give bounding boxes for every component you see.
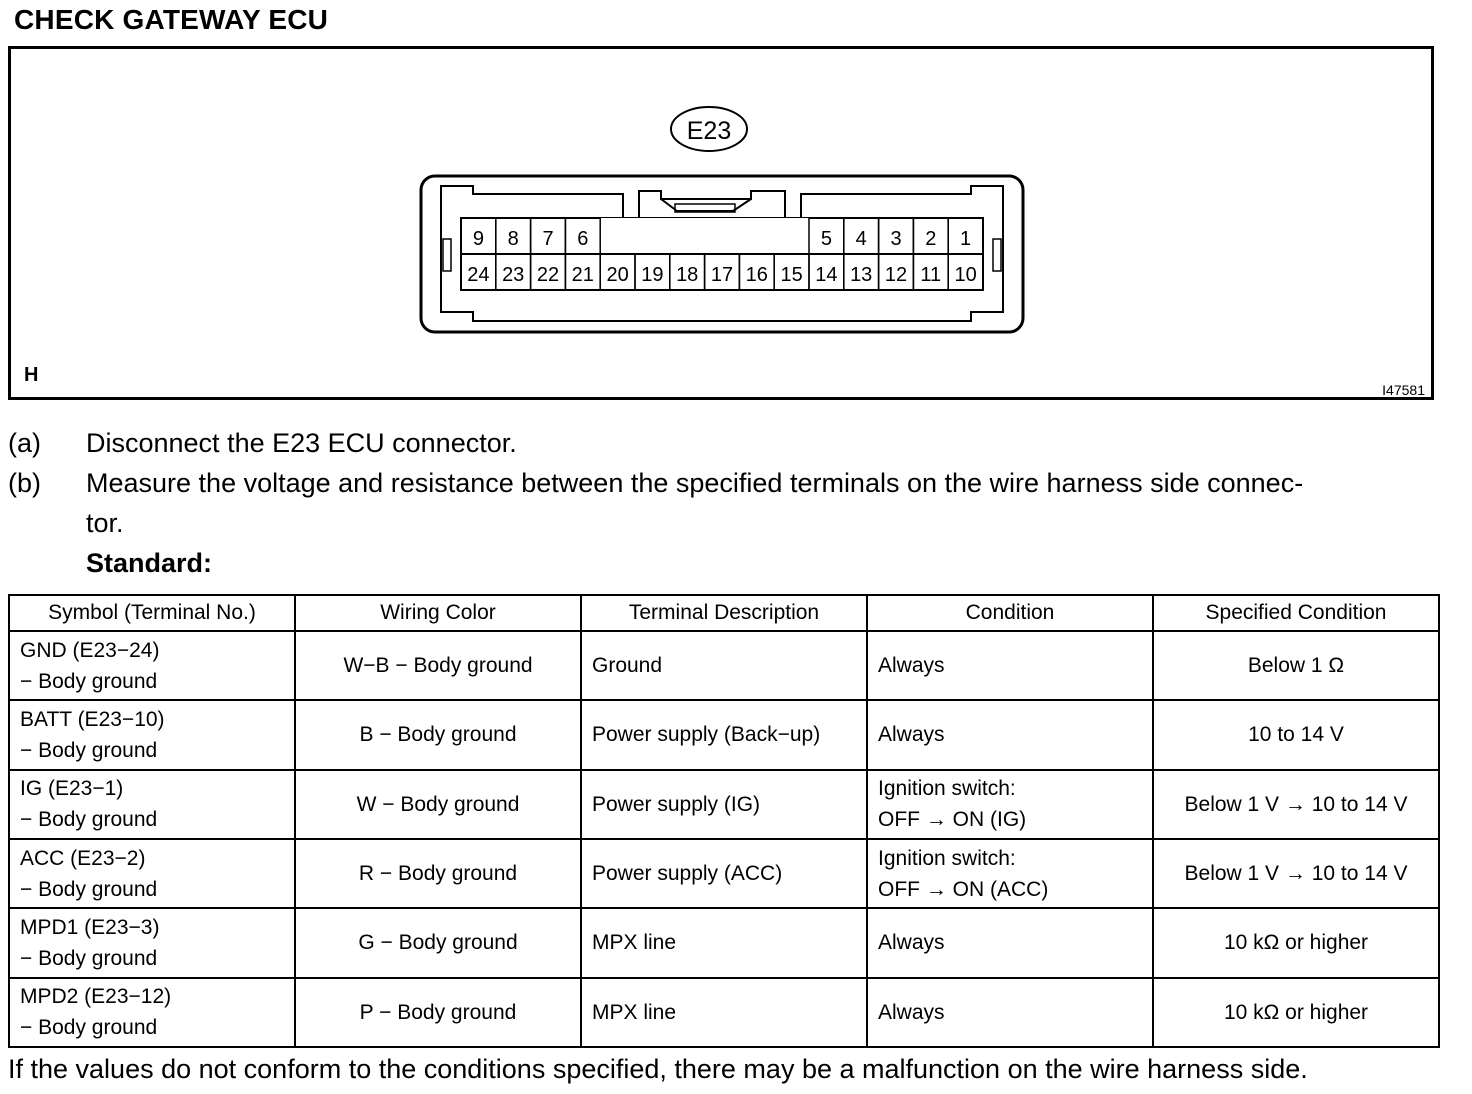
pin-label: 2 <box>925 228 937 250</box>
pin-label: 18 <box>676 264 699 286</box>
cell-wiring: G − Body ground <box>295 908 581 977</box>
header-symbol: Symbol (Terminal No.) <box>9 595 295 631</box>
cell-description: Power supply (ACC) <box>581 839 867 908</box>
step-a-letter: (a) <box>8 428 41 458</box>
pins-bottom-group <box>461 254 983 290</box>
pin-label: 4 <box>855 228 867 250</box>
pin-2 <box>913 218 948 254</box>
pin-7 <box>531 218 566 254</box>
cell-condition: Always <box>867 700 1153 769</box>
pin-9 <box>461 218 496 254</box>
pin-label: 16 <box>745 264 768 286</box>
cell-symbol: IG (E23−1) − Body ground <box>9 770 295 839</box>
page-title: CHECK GATEWAY ECU <box>14 4 329 35</box>
pin-21 <box>565 254 600 290</box>
cell-specified: 10 kΩ or higher <box>1153 908 1439 977</box>
cell-description: Power supply (IG) <box>581 770 867 839</box>
pin-19 <box>635 254 670 290</box>
pin-label: 19 <box>641 264 664 286</box>
cell-wiring: W−B − Body ground <box>295 631 581 700</box>
pin-label: 21 <box>571 264 594 286</box>
cell-symbol: MPD2 (E23−12) − Body ground <box>9 978 295 1047</box>
cell-description: MPX line <box>581 908 867 977</box>
pin-8 <box>496 218 531 254</box>
table-row <box>9 700 1439 769</box>
cell-specified: Below 1 Ω <box>1153 631 1439 700</box>
pin-label: 3 <box>890 228 902 250</box>
pin-20 <box>600 254 635 290</box>
cell-symbol: MPD1 (E23−3) − Body ground <box>9 908 295 977</box>
footer-note: If the values do not conform to the conditions specified, there may be a malfunction on the wire harness side. <box>8 1054 1308 1084</box>
cell-specified: Below 1 V → 10 to 14 V <box>1153 770 1439 839</box>
pin-11 <box>913 254 948 290</box>
pin-label: 14 <box>815 264 838 286</box>
header-wiring-color: Wiring Color <box>295 595 581 631</box>
table-row <box>9 978 1439 1047</box>
pin-label: 10 <box>954 264 977 286</box>
standard-table <box>8 594 1440 1048</box>
step-b-text-line2: tor. <box>86 508 124 538</box>
table-row <box>9 839 1439 908</box>
cell-description: MPX line <box>581 978 867 1047</box>
table-row <box>9 908 1439 977</box>
cell-symbol: GND (E23−24) − Body ground <box>9 631 295 700</box>
cell-condition: Always <box>867 908 1153 977</box>
step-b-text-line1: Measure the voltage and resistance between the specified terminals on the wire harness side connec- <box>86 468 1304 498</box>
connector-side-key-left <box>443 239 451 271</box>
pin-label: 20 <box>606 264 629 286</box>
header-terminal-description: Terminal Description <box>581 595 867 631</box>
pin-22 <box>531 254 566 290</box>
connector-side-key-right <box>993 239 1001 271</box>
pin-17 <box>705 254 740 290</box>
pin-3 <box>879 218 914 254</box>
pin-13 <box>844 254 879 290</box>
pin-top-row-gap <box>601 218 809 254</box>
cell-wiring: R − Body ground <box>295 839 581 908</box>
cell-condition: Always <box>867 978 1153 1047</box>
header-condition: Condition <box>867 595 1153 631</box>
cell-symbol: BATT (E23−10) − Body ground <box>9 700 295 769</box>
pin-1 <box>948 218 983 254</box>
pin-label: 23 <box>502 264 525 286</box>
pin-24 <box>461 254 496 290</box>
table-row <box>9 631 1439 700</box>
pin-label: 13 <box>850 264 873 286</box>
connector-label: E23 <box>686 117 732 145</box>
pin-label: 5 <box>820 228 832 250</box>
cell-wiring: W − Body ground <box>295 770 581 839</box>
pin-12 <box>879 254 914 290</box>
pin-23 <box>496 254 531 290</box>
cell-condition: Always <box>867 631 1153 700</box>
figure-id: I47581 <box>1382 382 1425 398</box>
connector-diagram <box>11 49 1431 397</box>
cell-specified: 10 kΩ or higher <box>1153 978 1439 1047</box>
pin-label: 24 <box>467 264 490 286</box>
pin-6 <box>565 218 600 254</box>
table-row <box>9 770 1439 839</box>
cell-description: Power supply (Back−up) <box>581 700 867 769</box>
pin-label: 17 <box>710 264 734 286</box>
pin-5 <box>809 218 844 254</box>
connector-figure <box>8 46 1434 400</box>
pin-10 <box>948 254 983 290</box>
pin-label: 11 <box>920 264 942 286</box>
pin-label: 22 <box>536 264 560 286</box>
pin-14 <box>809 254 844 290</box>
step-b-letter: (b) <box>8 468 41 498</box>
pin-18 <box>670 254 705 290</box>
figure-corner-mark: H <box>24 364 39 386</box>
pins-top-right-group <box>809 218 983 254</box>
pin-16 <box>739 254 774 290</box>
header-specified-condition: Specified Condition <box>1153 595 1439 631</box>
cell-specified: Below 1 V → 10 to 14 V <box>1153 839 1439 908</box>
pin-label: 12 <box>884 264 908 286</box>
cell-wiring: B − Body ground <box>295 700 581 769</box>
pin-label: 1 <box>960 228 972 250</box>
cell-specified: 10 to 14 V <box>1153 700 1439 769</box>
pin-label: 9 <box>472 228 484 250</box>
cell-symbol: ACC (E23−2) − Body ground <box>9 839 295 908</box>
cell-description: Ground <box>581 631 867 700</box>
step-a-text: Disconnect the E23 ECU connector. <box>86 428 517 458</box>
standard-label: Standard: <box>86 548 213 578</box>
pin-4 <box>844 218 879 254</box>
cell-condition: Ignition switch: OFF → ON (ACC) <box>867 839 1153 908</box>
pins-top-left-group <box>461 218 600 254</box>
pin-label: 6 <box>577 228 589 250</box>
table-header-row <box>9 595 1439 631</box>
pin-15 <box>774 254 809 290</box>
cell-condition: Ignition switch: OFF → ON (IG) <box>867 770 1153 839</box>
cell-wiring: P − Body ground <box>295 978 581 1047</box>
pin-label: 7 <box>542 228 554 250</box>
pin-label: 8 <box>507 228 519 250</box>
pin-label: 15 <box>780 264 803 286</box>
